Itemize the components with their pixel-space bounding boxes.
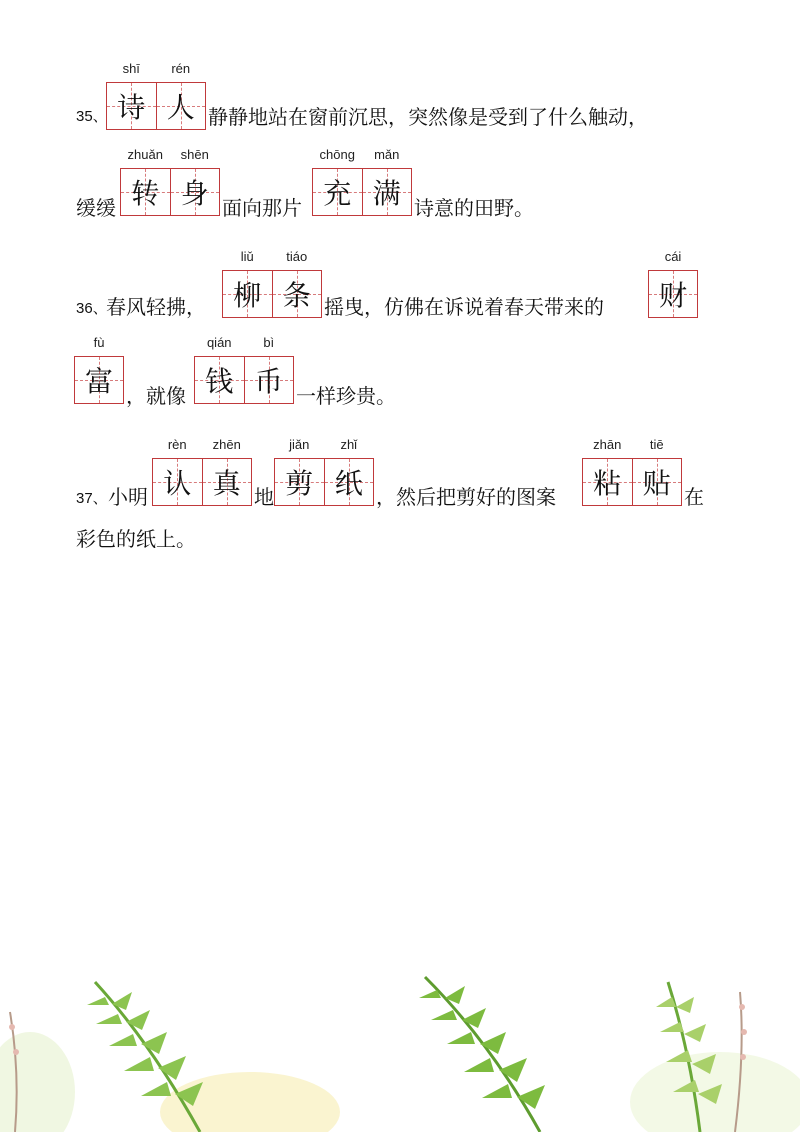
- character: 财: [658, 279, 687, 312]
- character: 转: [131, 177, 160, 210]
- character: 剪: [285, 467, 314, 500]
- sentence-text: 摇曳，仿佛在诉说着春天带来的: [324, 295, 604, 319]
- char-cell: [275, 437, 324, 505]
- pinyin-box-zhantie: [582, 437, 682, 506]
- sentence-text: ，就像: [126, 384, 186, 408]
- sentence-text: 彩色的纸上。: [76, 527, 196, 551]
- pinyin: qián: [206, 335, 232, 350]
- pinyin: bì: [263, 335, 275, 350]
- character: 诗: [117, 91, 146, 124]
- character: 币: [254, 365, 283, 398]
- character: 人: [166, 91, 195, 124]
- pinyin-box-renzhen: [152, 437, 252, 506]
- sentence-text: 一样珍贵。: [296, 384, 396, 408]
- sentence-text: 诗意的田野。: [414, 196, 534, 220]
- char-cell: [313, 147, 362, 215]
- sentence-text: 静静地站在窗前沉思，突然像是受到了什么触动，: [208, 105, 648, 129]
- char-cell: [362, 147, 412, 215]
- pinyin: zhǐ: [340, 437, 358, 452]
- char-cell: [632, 437, 682, 505]
- character: 粘: [593, 467, 622, 500]
- pinyin-box-shiren: [106, 61, 206, 130]
- pinyin: mǎn: [374, 147, 400, 162]
- character: 充: [323, 177, 352, 210]
- pinyin-box-zhuanshen: [120, 147, 220, 216]
- pinyin: shēn: [180, 147, 209, 162]
- pinyin: rén: [171, 61, 191, 76]
- pinyin: tiáo: [286, 249, 308, 264]
- char-cell: [324, 437, 374, 505]
- pinyin: cái: [664, 249, 682, 264]
- question-number: 36、: [76, 300, 108, 317]
- char-cell: [153, 437, 202, 505]
- character: 柳: [233, 279, 262, 312]
- sentence-text: 春风轻拂，: [106, 295, 206, 319]
- char-cell: [244, 335, 294, 403]
- char-cell: [75, 335, 123, 403]
- fern-leaves-illustration: [0, 952, 800, 1132]
- char-cell: [170, 147, 220, 215]
- pinyin-box-fu: [74, 335, 124, 404]
- char-cell: [272, 249, 322, 317]
- char-cell: [583, 437, 632, 505]
- character: 条: [282, 279, 311, 312]
- pinyin-box-liutiao: [222, 249, 322, 318]
- character: 认: [163, 467, 192, 500]
- sentence-text: ，然后把剪好的图案: [376, 485, 556, 509]
- pinyin: jiǎn: [289, 437, 310, 452]
- pinyin-box-cai: [648, 249, 698, 318]
- pinyin: shī: [122, 61, 140, 76]
- character: 满: [372, 177, 401, 210]
- char-cell: [202, 437, 252, 505]
- char-cell: [223, 249, 272, 317]
- pinyin: zhēn: [212, 437, 241, 452]
- pinyin: rèn: [167, 437, 187, 452]
- pinyin-box-qianbi: [194, 335, 294, 404]
- pinyin: fù: [93, 335, 105, 350]
- question-number: 35、: [76, 108, 108, 125]
- char-cell: [649, 249, 697, 317]
- sentence-text: 地: [254, 485, 274, 509]
- char-cell: [107, 61, 156, 129]
- sentence-text: 缓缓: [76, 196, 116, 220]
- pinyin: zhān: [593, 437, 622, 452]
- sentence-text: 小明: [108, 485, 148, 509]
- pinyin: liǔ: [240, 249, 254, 264]
- char-cell: [156, 61, 206, 129]
- sentence-text: 面向那片: [222, 196, 302, 220]
- question-number: 37、: [76, 490, 108, 507]
- character: 钱: [205, 365, 234, 398]
- sentence-text: 在: [684, 485, 704, 509]
- pinyin: zhuǎn: [127, 147, 163, 162]
- char-cell: [121, 147, 170, 215]
- character: 富: [84, 365, 113, 398]
- character: 纸: [334, 467, 363, 500]
- pinyin-box-chongman: [312, 147, 412, 216]
- character: 贴: [642, 467, 671, 500]
- pinyin: tiē: [649, 437, 664, 452]
- pinyin: chōng: [319, 147, 355, 162]
- char-cell: [195, 335, 244, 403]
- character: 身: [180, 177, 209, 210]
- character: 真: [212, 467, 241, 500]
- pinyin-box-jianzhi: [274, 437, 374, 506]
